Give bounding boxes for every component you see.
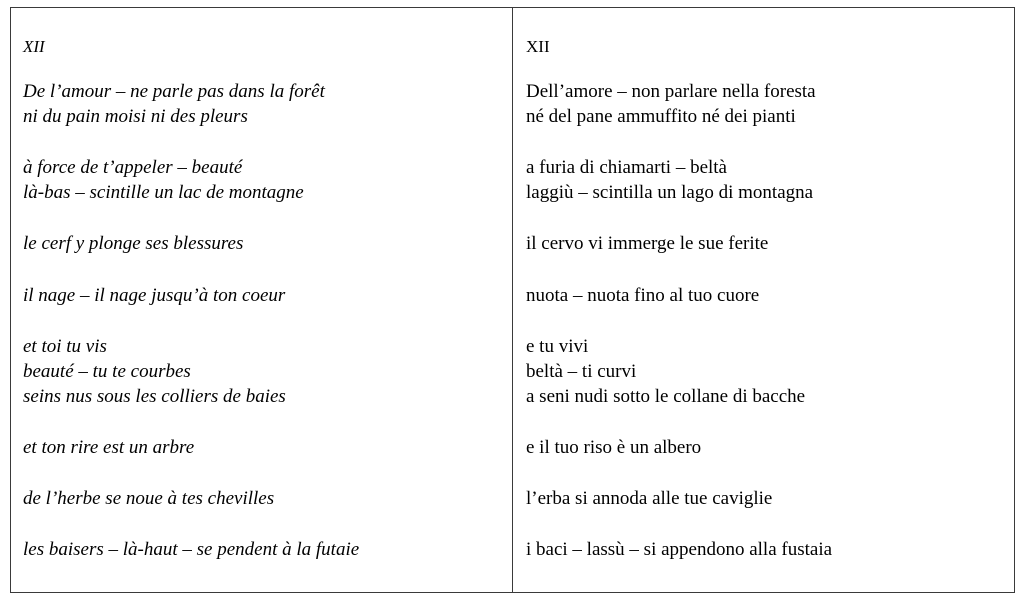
- poem-table: [10, 7, 1015, 593]
- italian-line: l’erba si annoda alle tue caviglie: [526, 488, 773, 509]
- italian-line: laggiù – scintilla un lago di montagna: [526, 182, 814, 203]
- french-line: les baisers – là-haut – se pendent à la futaie: [23, 539, 360, 560]
- french-line: le cerf y plonge ses blessures: [23, 233, 244, 254]
- italian-line: a furia di chiamarti – beltà: [526, 157, 727, 178]
- french-line: de l’herbe se noue à tes chevilles: [23, 488, 275, 509]
- italian-line: beltà – ti curvi: [526, 361, 637, 382]
- italian-line: il cervo vi immerge le sue ferite: [526, 233, 769, 254]
- italian-line: nuota – nuota fino al tuo cuore: [526, 285, 760, 306]
- french-line: ni du pain moisi ni des pleurs: [23, 106, 248, 127]
- italian-line: e il tuo riso è un albero: [526, 437, 702, 458]
- french-title: XII: [23, 37, 45, 56]
- italian-line: a seni nudi sotto le collane di bacche: [526, 386, 806, 407]
- french-column: [11, 8, 513, 592]
- french-line: beauté – tu te courbes: [23, 361, 191, 382]
- italian-title: XII: [526, 37, 550, 56]
- french-line: à force de t’appeler – beauté: [23, 157, 243, 178]
- italian-line: i baci – lassù – si appendono alla fustaia: [526, 539, 833, 560]
- french-line: là-bas – scintille un lac de montagne: [23, 182, 304, 203]
- italian-line: Dell’amore – non parlare nella foresta: [526, 81, 816, 102]
- french-line: il nage – il nage jusqu’à ton coeur: [23, 285, 286, 306]
- italian-column: [513, 8, 1014, 592]
- french-line: De l’amour – ne parle pas dans la forêt: [23, 81, 325, 102]
- french-line: seins nus sous les colliers de baies: [23, 386, 286, 407]
- french-line: et ton rire est un arbre: [23, 437, 195, 458]
- french-line: et toi tu vis: [23, 336, 107, 357]
- italian-line: e tu vivi: [526, 336, 589, 357]
- italian-line: né del pane ammuffito né dei pianti: [526, 106, 796, 127]
